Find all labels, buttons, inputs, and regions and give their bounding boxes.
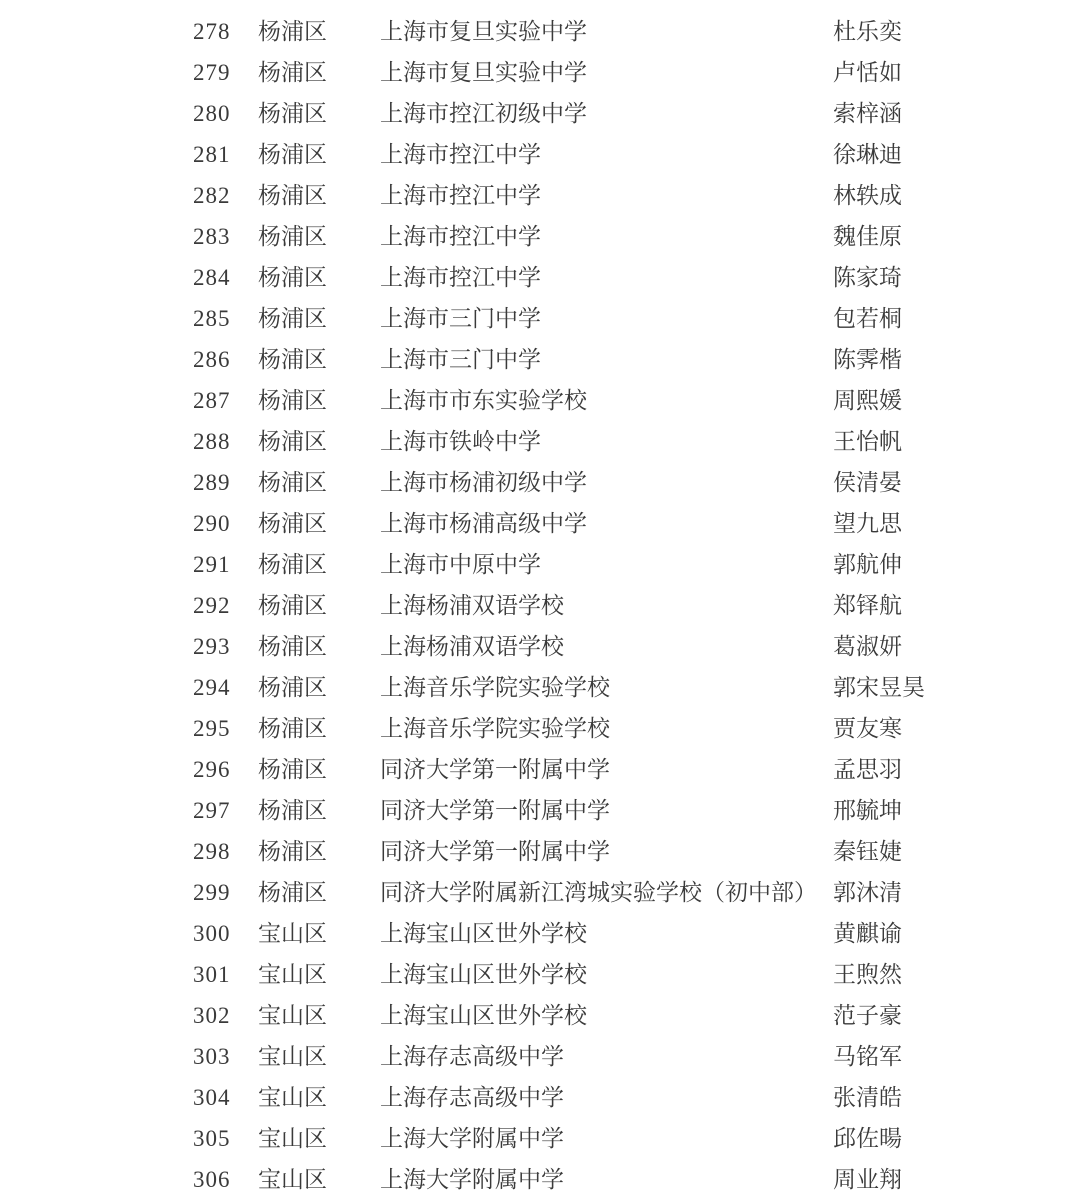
district-cell: 杨浦区 <box>258 839 327 864</box>
district-cell: 宝山区 <box>258 1167 327 1192</box>
student-name-cell: 卢恬如 <box>833 60 902 85</box>
student-name-cell: 索梓涵 <box>833 101 902 126</box>
district-cell: 杨浦区 <box>258 552 327 577</box>
student-name-cell: 周熙媛 <box>833 388 902 413</box>
student-name-cell: 郭沐清 <box>833 880 902 905</box>
student-name-cell: 黄麒谕 <box>833 921 902 946</box>
student-name-cell: 杜乐奕 <box>833 19 902 44</box>
row-number-cell: 298 <box>193 839 231 864</box>
row-number-cell: 300 <box>193 921 231 946</box>
row-number-cell: 295 <box>193 716 231 741</box>
row-number-cell: 286 <box>193 347 231 372</box>
table-row <box>0 257 1080 298</box>
row-number-cell: 306 <box>193 1167 231 1192</box>
district-cell: 杨浦区 <box>258 675 327 700</box>
table-row <box>0 913 1080 954</box>
school-cell: 上海市铁岭中学 <box>380 429 541 454</box>
row-number-cell: 282 <box>193 183 231 208</box>
school-cell: 上海宝山区世外学校 <box>380 921 587 946</box>
table-row <box>0 93 1080 134</box>
school-cell: 上海大学附属中学 <box>380 1167 564 1192</box>
student-name-cell: 张清皓 <box>833 1085 902 1110</box>
table-row <box>0 626 1080 667</box>
school-cell: 上海市杨浦初级中学 <box>380 470 587 495</box>
table-row <box>0 667 1080 708</box>
school-cell: 上海存志高级中学 <box>380 1044 564 1069</box>
school-cell: 上海市三门中学 <box>380 306 541 331</box>
row-number-cell: 305 <box>193 1126 231 1151</box>
row-number-cell: 283 <box>193 224 231 249</box>
row-number-cell: 293 <box>193 634 231 659</box>
table-row <box>0 298 1080 339</box>
table-row <box>0 790 1080 831</box>
student-name-cell: 郑铎航 <box>833 593 902 618</box>
school-cell: 上海市复旦实验中学 <box>380 60 587 85</box>
district-cell: 杨浦区 <box>258 142 327 167</box>
district-cell: 杨浦区 <box>258 716 327 741</box>
student-name-cell: 范子豪 <box>833 1003 902 1028</box>
school-cell: 上海市复旦实验中学 <box>380 19 587 44</box>
district-cell: 杨浦区 <box>258 634 327 659</box>
row-number-cell: 280 <box>193 101 231 126</box>
table-row <box>0 831 1080 872</box>
student-name-cell: 邱佐暘 <box>833 1126 902 1151</box>
district-cell: 宝山区 <box>258 921 327 946</box>
table-row <box>0 421 1080 462</box>
student-name-cell: 郭航伸 <box>833 552 902 577</box>
district-cell: 杨浦区 <box>258 593 327 618</box>
district-cell: 杨浦区 <box>258 183 327 208</box>
row-number-cell: 302 <box>193 1003 231 1028</box>
school-cell: 上海市控江中学 <box>380 224 541 249</box>
row-number-cell: 288 <box>193 429 231 454</box>
table-row <box>0 954 1080 995</box>
district-cell: 杨浦区 <box>258 511 327 536</box>
school-cell: 上海宝山区世外学校 <box>380 962 587 987</box>
row-number-cell: 294 <box>193 675 231 700</box>
row-number-cell: 303 <box>193 1044 231 1069</box>
school-cell: 上海市中原中学 <box>380 552 541 577</box>
row-number-cell: 304 <box>193 1085 231 1110</box>
table-row <box>0 1159 1080 1200</box>
school-cell: 上海市控江中学 <box>380 265 541 290</box>
district-cell: 杨浦区 <box>258 388 327 413</box>
district-cell: 杨浦区 <box>258 347 327 372</box>
row-number-cell: 296 <box>193 757 231 782</box>
row-number-cell: 281 <box>193 142 231 167</box>
student-name-cell: 贾友寒 <box>833 716 902 741</box>
student-name-cell: 周业翔 <box>833 1167 902 1192</box>
district-cell: 杨浦区 <box>258 429 327 454</box>
school-cell: 上海杨浦双语学校 <box>380 593 564 618</box>
table-row <box>0 585 1080 626</box>
school-cell: 上海音乐学院实验学校 <box>380 716 610 741</box>
district-cell: 杨浦区 <box>258 101 327 126</box>
school-cell: 上海宝山区世外学校 <box>380 1003 587 1028</box>
student-name-cell: 陈家琦 <box>833 265 902 290</box>
row-number-cell: 297 <box>193 798 231 823</box>
student-name-cell: 葛淑妍 <box>833 634 902 659</box>
student-name-cell: 孟思羽 <box>833 757 902 782</box>
student-name-cell: 包若桐 <box>833 306 902 331</box>
table-row <box>0 872 1080 913</box>
school-cell: 上海市三门中学 <box>380 347 541 372</box>
student-name-cell: 王怡帆 <box>833 429 902 454</box>
student-name-cell: 王煦然 <box>833 962 902 987</box>
table-row <box>0 380 1080 421</box>
row-number-cell: 291 <box>193 552 231 577</box>
school-cell: 上海大学附属中学 <box>380 1126 564 1151</box>
district-cell: 宝山区 <box>258 1044 327 1069</box>
district-cell: 杨浦区 <box>258 265 327 290</box>
student-name-cell: 徐琳迪 <box>833 142 902 167</box>
district-cell: 宝山区 <box>258 1085 327 1110</box>
table-row <box>0 708 1080 749</box>
school-cell: 上海市市东实验学校 <box>380 388 587 413</box>
table-row <box>0 175 1080 216</box>
district-cell: 宝山区 <box>258 962 327 987</box>
school-cell: 上海杨浦双语学校 <box>380 634 564 659</box>
student-name-cell: 马铭军 <box>833 1044 902 1069</box>
school-cell: 同济大学第一附属中学 <box>380 839 610 864</box>
student-name-cell: 望九思 <box>833 511 902 536</box>
table-row <box>0 1077 1080 1118</box>
district-cell: 杨浦区 <box>258 306 327 331</box>
table-row <box>0 1036 1080 1077</box>
school-cell: 同济大学第一附属中学 <box>380 757 610 782</box>
table-row <box>0 503 1080 544</box>
student-name-cell: 秦钰婕 <box>833 839 902 864</box>
school-cell: 上海市控江初级中学 <box>380 101 587 126</box>
table-row <box>0 1118 1080 1159</box>
district-cell: 宝山区 <box>258 1003 327 1028</box>
row-number-cell: 284 <box>193 265 231 290</box>
student-name-cell: 魏佳原 <box>833 224 902 249</box>
student-name-cell: 侯清晏 <box>833 470 902 495</box>
row-number-cell: 287 <box>193 388 231 413</box>
row-number-cell: 285 <box>193 306 231 331</box>
district-cell: 杨浦区 <box>258 224 327 249</box>
district-cell: 杨浦区 <box>258 798 327 823</box>
district-cell: 杨浦区 <box>258 19 327 44</box>
school-cell: 同济大学第一附属中学 <box>380 798 610 823</box>
row-number-cell: 301 <box>193 962 231 987</box>
table-row <box>0 134 1080 175</box>
table-row <box>0 462 1080 503</box>
district-cell: 杨浦区 <box>258 757 327 782</box>
table-row <box>0 216 1080 257</box>
student-name-cell: 郭宋昱昊 <box>833 675 925 700</box>
school-cell: 上海市杨浦高级中学 <box>380 511 587 536</box>
table-row <box>0 339 1080 380</box>
table-row <box>0 11 1080 52</box>
row-number-cell: 299 <box>193 880 231 905</box>
district-cell: 杨浦区 <box>258 470 327 495</box>
student-name-cell: 陈霁楷 <box>833 347 902 372</box>
school-cell: 同济大学附属新江湾城实验学校（初中部） <box>380 880 817 905</box>
school-cell: 上海市控江中学 <box>380 142 541 167</box>
table-row <box>0 52 1080 93</box>
school-cell: 上海市控江中学 <box>380 183 541 208</box>
school-cell: 上海音乐学院实验学校 <box>380 675 610 700</box>
school-cell: 上海存志高级中学 <box>380 1085 564 1110</box>
district-cell: 杨浦区 <box>258 60 327 85</box>
student-name-cell: 邢毓坤 <box>833 798 902 823</box>
row-number-cell: 278 <box>193 19 231 44</box>
row-number-cell: 289 <box>193 470 231 495</box>
student-name-cell: 林轶成 <box>833 183 902 208</box>
table-row <box>0 544 1080 585</box>
district-cell: 杨浦区 <box>258 880 327 905</box>
district-cell: 宝山区 <box>258 1126 327 1151</box>
table-row <box>0 995 1080 1036</box>
row-number-cell: 290 <box>193 511 231 536</box>
row-number-cell: 292 <box>193 593 231 618</box>
row-number-cell: 279 <box>193 60 231 85</box>
table-row <box>0 749 1080 790</box>
